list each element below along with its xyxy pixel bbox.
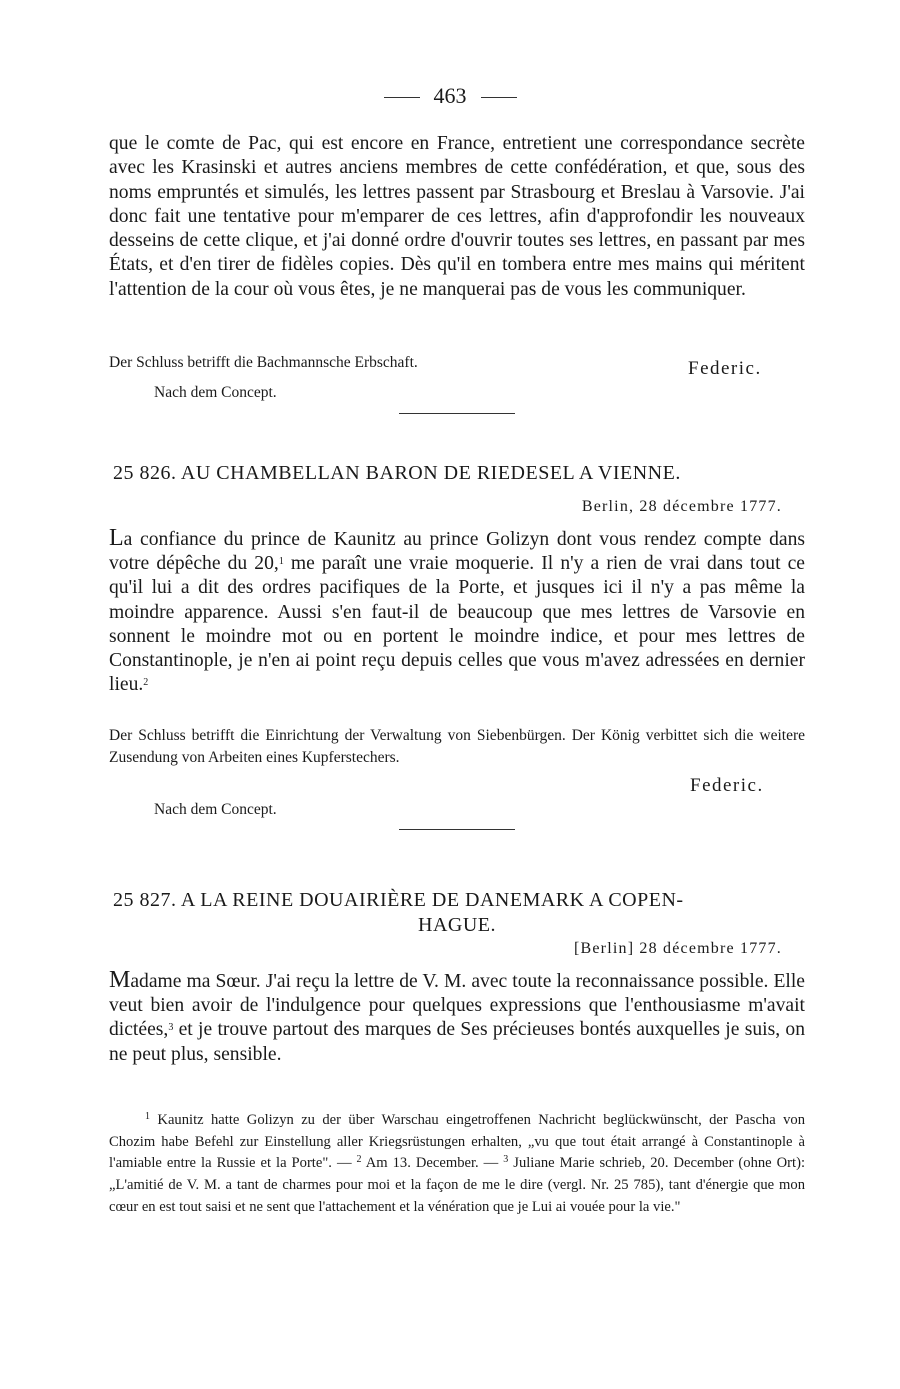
footnote-3-text: Juliane Marie schrieb, 20. December (ohne Ort): „L'amitié de V. M. a tant de charmes pour moi et la façon de me le dire (vergl. Nr. 25 785), tant d'énergie que mon cœur en est tout saisi et ne sent que l'attachement et la vénération que je Lui ai vouée pour la vie." — [109, 1155, 806, 1215]
intro-paragraph: que le comte de Pac, qui est encore en France, entretient une correspondance secrète avec les Krasinski et autres anciens membres de cette confédération, et que, sous des noms empruntés et simulés, les lettres passent par Strasbourg et Breslau à Varsovie. J'ai donc fait une tentative pour m'emparer de ces lettres, afin d'approfondir les nouveaux desseins de cette clique, et j'ai donné ordre d'ouvrir toutes ses lettres, en passant par mes États, et d'en tirer de fidèles copies. Dès qu'il en tombera entre mes mains qui méritent l'attention de la cour où vous êtes, je ne manquerai pas de vous les communiquer. — [109, 133, 805, 300]
footnote-ref-2[interactable]: 2 — [143, 677, 149, 689]
letter-25827-heading-line1: 25 827. A LA REINE DOUAIRIÈRE DE DANEMARK A COPEN- — [113, 889, 684, 911]
separator-rule-2 — [399, 829, 515, 830]
intro-note: Der Schluss betrifft die Bachmannsche Erbschaft. — [109, 354, 418, 371]
page-number-dash-right — [481, 97, 517, 98]
letter-25826-dropcap: L — [109, 525, 124, 551]
letter-25827-dateline: [Berlin] 28 décembre 1777. — [573, 940, 782, 957]
footnote-2-mark: 2 — [356, 1154, 362, 1166]
footnote-1-text: Kaunitz hatte Golizyn zu der über Warschau eingetroffenen Nachricht beglückwünscht, der Pascha von Chozim habe Befehl zur Einstellung aller Kriegsrüstungen erhalten, „vu que tout était arrangé à Constantinople à l'amiable entre la Russie et la Porte". — — [109, 1112, 805, 1172]
letter-25827-body-part1: adame ma Sœur. J'ai reçu la lettre de V. M. avec toute la reconnaissance possible. Elle veut bien avoir de l'indulgence pour quelques expressions que l'enthousiasme m'avait dictées, — [109, 971, 805, 1041]
letter-25826-source: Nach dem Concept. — [154, 801, 277, 818]
intro-source: Nach dem Concept. — [154, 384, 277, 401]
footnote-ref-3[interactable]: 3 — [168, 1022, 174, 1034]
letter-25826-signature: Federic. — [690, 775, 764, 796]
intro-signature: Federic. — [688, 358, 762, 379]
letter-25826-body-part2: me paraît une vraie moquerie. Il n'y a rien de vrai dans tout ce qu'il lui a dit des ordres pacifiques de la Porte, et jusques ici il n'y a pas même la moindre apparence. Aussi s'en faut-il de beaucoup que mes lettres de Varsovie en sonnent le moindre mot ou en portent le moindre indice, et pour mes lettres de Constantinople, je n'en ai point reçu depuis celles que vous m'avez adressées en dernier lieu. — [109, 553, 805, 696]
letter-25827-body — [109, 968, 805, 1067]
letter-25826-dateline: Berlin, 28 décembre 1777. — [581, 498, 782, 515]
footnotes — [109, 1110, 805, 1219]
letter-25826-body — [109, 526, 805, 697]
letter-25827-heading-line2: HAGUE. — [418, 914, 496, 936]
page-number — [0, 83, 900, 109]
letter-25827-body-part2: et je trouve partout des marques de Ses précieuses bontés auxquelles je suis, on ne peut plus, sensible. — [109, 1019, 805, 1065]
footnote-ref-1[interactable]: 1 — [278, 556, 284, 568]
footnote-1-mark: 1 — [145, 1111, 150, 1122]
footnote-3-mark: 3 — [503, 1154, 509, 1166]
page-number-dash-left — [384, 97, 420, 98]
letter-25826-note: Der Schluss betrifft die Einrichtung der Verwaltung von Siebenbürgen. Der König verbittet sich die weitere Zusendung von Arbeiten eines Kupferstechers. — [109, 727, 805, 766]
footnote-2-text: Am 13. December. — — [361, 1155, 504, 1172]
page-number-text: 463 — [433, 83, 467, 108]
separator-rule-1 — [399, 413, 515, 414]
letter-25826-body-part1: a confiance du prince de Kaunitz au prince Golizyn dont vous rendez compte dans votre dépêche du 20, — [109, 529, 805, 575]
letter-25826-heading: 25 826. AU CHAMBELLAN BARON DE RIEDESEL A VIENNE. — [113, 462, 681, 484]
letter-25827-dropcap: M — [109, 967, 131, 993]
